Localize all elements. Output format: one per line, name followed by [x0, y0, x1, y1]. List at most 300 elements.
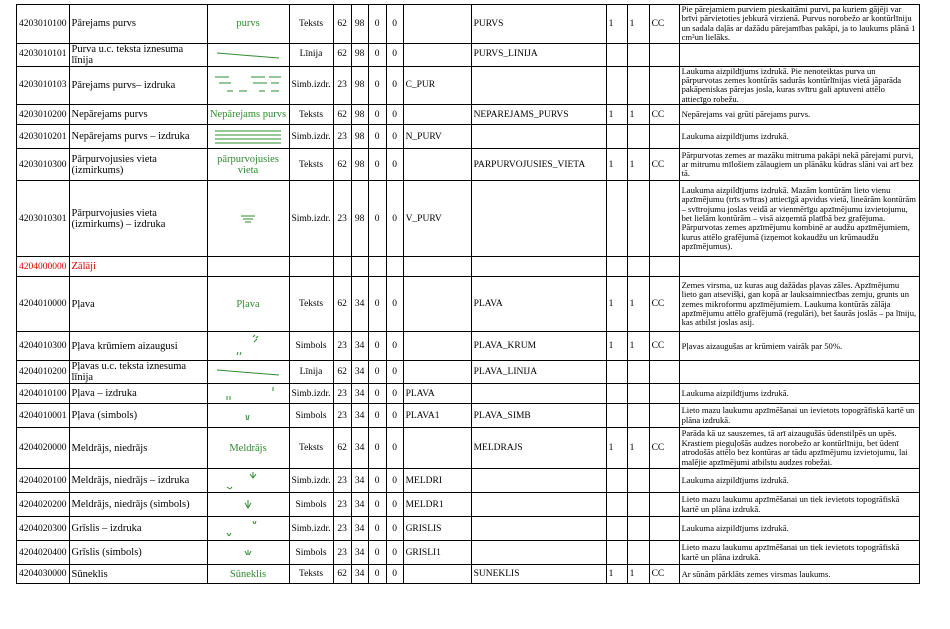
block-name: MELDR1	[403, 493, 471, 517]
param-a: 0	[368, 517, 386, 541]
layer-name: PLAVA_SIMB	[471, 404, 606, 428]
layer-name: NEPAREJAMS_PURVS	[471, 105, 606, 125]
block-name	[403, 565, 471, 584]
meadow-bush-icon	[210, 333, 287, 359]
param-b: 0	[386, 181, 403, 257]
param-b	[386, 257, 403, 277]
layer-name	[471, 384, 606, 404]
table-row	[17, 332, 920, 361]
flag-1: 1	[606, 428, 627, 469]
description: Nepārejams vai grūti pārejams purvs.	[679, 105, 919, 125]
object-name: Pārejams purvs	[69, 5, 207, 44]
layer-name: SUNEKLIS	[471, 565, 606, 584]
color-code: 23	[333, 66, 351, 105]
object-code: 4204020300	[17, 517, 70, 541]
layer-number: 34	[351, 517, 368, 541]
description: Laukuma aizpildījums izdrukā. Mazām kontūrām lieto vienu apzīmējumu (trīs svītras) attiecīgā apvidus vietā, lineārām kontūrām – svītrojumu joslas veidā ar vienmērīgu apzīmējumu izvietojumu, bet lielām kontūrām – visā aizņemtā platībā bez grafējuma. Pārpurvotas zemes apzīmējumu kombinē ar audžu apzīmējumiem, kurus attēlo grafējumā (izņemot kokaudžu un krūmaudžu apzīmējumus).	[679, 181, 919, 257]
description: Ar sūnām pārklāts zemes virsmas laukums.	[679, 565, 919, 584]
param-a: 0	[368, 541, 386, 565]
alignment	[649, 66, 679, 105]
layer-number: 34	[351, 428, 368, 469]
layer-number: 34	[351, 361, 368, 384]
symbol-type: Līnija	[289, 361, 333, 384]
flag-1	[606, 404, 627, 428]
table-row	[17, 565, 920, 584]
flag-2	[627, 384, 649, 404]
flag-1: 1	[606, 565, 627, 584]
table-row	[17, 277, 920, 332]
flag-2	[627, 469, 649, 493]
color-code: 23	[333, 404, 351, 428]
color-code: 23	[333, 181, 351, 257]
reed-fill-icon	[210, 470, 287, 492]
layer-name: PURVS_LINIJA	[471, 43, 606, 66]
symbol-type: Teksts	[289, 277, 333, 332]
symbol-type: Simbols	[289, 404, 333, 428]
object-name: Grīslis (simbols)	[69, 541, 207, 565]
flag-2	[627, 404, 649, 428]
block-name: V_PURV	[403, 181, 471, 257]
description: Lieto mazu laukumu apzīmēšanai un ievietots topogrāfiskā kartē un plāna izdrukā.	[679, 404, 919, 428]
bog-small-icon	[210, 214, 287, 224]
symbol-preview	[207, 105, 289, 125]
param-b: 0	[386, 125, 403, 149]
layer-number: 98	[351, 125, 368, 149]
meadow-tick-icon	[210, 409, 287, 423]
flag-2	[627, 181, 649, 257]
description: Zemes virsma, uz kuras aug dažādas pļavas zāles. Apzīmējumu lieto gan atsevišķi, gan kopā ar lauksaimniecības zemju, grunts un zemes mikroformu apzīmējumiem. Laukuma kontūrās zālāja apzīmējumu attēlo grafējumā (regulāri), bet šaurās joslās – pa līniju, kas atbilst joslas asij.	[679, 277, 919, 332]
param-b: 0	[386, 149, 403, 181]
object-name: Purva u.c. teksta iznesuma līnija	[69, 43, 207, 66]
object-code: 4204010300	[17, 332, 70, 361]
object-name: Sūneklis	[69, 565, 207, 584]
block-name	[403, 5, 471, 44]
param-b: 0	[386, 332, 403, 361]
symbol-preview	[207, 181, 289, 257]
param-b: 0	[386, 565, 403, 584]
alignment	[649, 384, 679, 404]
object-code: 4203010300	[17, 149, 70, 181]
layer-name	[471, 125, 606, 149]
alignment	[649, 125, 679, 149]
object-name: Pārpurvojusies vieta (izmirkums)	[69, 149, 207, 181]
param-b: 0	[386, 404, 403, 428]
block-name: PLAVA1	[403, 404, 471, 428]
layer-name	[471, 66, 606, 105]
flag-1	[606, 384, 627, 404]
flag-1: 1	[606, 105, 627, 125]
alignment: CC	[649, 149, 679, 181]
symbol-type: Teksts	[289, 565, 333, 584]
object-name: Pārejams purvs– izdruka	[69, 66, 207, 105]
alignment	[649, 257, 679, 277]
object-code: 4203010103	[17, 66, 70, 105]
symbol-label: pārpurvojusies vieta	[217, 153, 279, 176]
flag-1	[606, 125, 627, 149]
param-b: 0	[386, 105, 403, 125]
flag-1	[606, 43, 627, 66]
symbol-type: Teksts	[289, 428, 333, 469]
flag-1	[606, 361, 627, 384]
object-code: 4204020200	[17, 493, 70, 517]
bog-solid-icon	[210, 127, 287, 147]
param-a: 0	[368, 493, 386, 517]
alignment	[649, 493, 679, 517]
layer-name	[471, 257, 606, 277]
symbol-preview	[207, 428, 289, 469]
symbol-type: Simb.izdr.	[289, 125, 333, 149]
layer-number: 34	[351, 541, 368, 565]
symbol-type: Teksts	[289, 5, 333, 44]
symbol-preview	[207, 5, 289, 44]
leader-line-icon	[210, 50, 287, 60]
description: Pie pārejamiem purviem pieskaitāmi purvi, pa kuriem gājēji var brīvi pārvietoties jebkurā virzienā. Purvus norobežo ar kontūrlīniju un sadala daļās ar dažādu pārejamības pakāpi, ja to laukums plānā 1 cm²un lielāks.	[679, 5, 919, 44]
description: Lieto mazu laukumu apzīmēšanai un tiek ievietots topogrāfiskā kartē un plāna izdrukā.	[679, 541, 919, 565]
color-code: 23	[333, 384, 351, 404]
flag-2: 1	[627, 277, 649, 332]
sedge-fill-icon	[210, 518, 287, 540]
param-a: 0	[368, 5, 386, 44]
alignment	[649, 181, 679, 257]
param-b: 0	[386, 428, 403, 469]
param-b: 0	[386, 469, 403, 493]
param-b: 0	[386, 541, 403, 565]
table-row	[17, 149, 920, 181]
alignment: CC	[649, 565, 679, 584]
meadow-fill-icon	[210, 385, 287, 403]
table-row	[17, 469, 920, 493]
object-name: Pļava – izdruka	[69, 384, 207, 404]
alignment	[649, 469, 679, 493]
table-row	[17, 517, 920, 541]
layer-number: 98	[351, 66, 368, 105]
layer-name: PARPURVOJUSIES_VIETA	[471, 149, 606, 181]
block-name	[403, 149, 471, 181]
color-code: 62	[333, 105, 351, 125]
symbol-type: Simb.izdr.	[289, 181, 333, 257]
color-code: 23	[333, 493, 351, 517]
symbol-preview	[207, 257, 289, 277]
table-row	[17, 404, 920, 428]
layer-name	[471, 469, 606, 493]
symbol-type: Simb.izdr.	[289, 384, 333, 404]
block-name: PLAVA	[403, 384, 471, 404]
layer-number	[351, 257, 368, 277]
layer-number: 98	[351, 105, 368, 125]
block-name	[403, 277, 471, 332]
layer-number: 34	[351, 332, 368, 361]
alignment	[649, 361, 679, 384]
color-code: 62	[333, 428, 351, 469]
layer-name: PLAVA_LINIJA	[471, 361, 606, 384]
flag-2: 1	[627, 428, 649, 469]
flag-1	[606, 469, 627, 493]
block-name: MELDRI	[403, 469, 471, 493]
symbol-type: Simbols	[289, 332, 333, 361]
description: Laukuma aizpildījums izdrukā.	[679, 469, 919, 493]
object-name: Pļava	[69, 277, 207, 332]
symbol-preview	[207, 125, 289, 149]
object-code: 4204010000	[17, 277, 70, 332]
flag-1: 1	[606, 149, 627, 181]
description: Laukuma aizpildījums izdrukā. Pie nenoteiktas purva un pārpurvotas zemes kontūrās sadurās kontūrlīnijas vietā jāparāda pakāpeniskas pārejas josla, kuras svītru gali aptuveni attēlo attiecīgo robežu.	[679, 66, 919, 105]
table-row	[17, 181, 920, 257]
color-code: 62	[333, 361, 351, 384]
object-code: 4204000000	[17, 257, 70, 277]
layer-number: 98	[351, 43, 368, 66]
alignment	[649, 541, 679, 565]
flag-2	[627, 43, 649, 66]
alignment: CC	[649, 105, 679, 125]
param-a: 0	[368, 428, 386, 469]
param-a: 0	[368, 404, 386, 428]
object-code: 4203010201	[17, 125, 70, 149]
param-b: 0	[386, 361, 403, 384]
block-name	[403, 43, 471, 66]
table-row	[17, 43, 920, 66]
object-name: Nepārejams purvs	[69, 105, 207, 125]
param-b: 0	[386, 5, 403, 44]
layer-name	[471, 181, 606, 257]
layer-number: 98	[351, 181, 368, 257]
object-code: 4204010100	[17, 384, 70, 404]
block-name	[403, 257, 471, 277]
table-row	[17, 541, 920, 565]
alignment: CC	[649, 277, 679, 332]
param-a: 0	[368, 105, 386, 125]
description	[679, 361, 919, 384]
description	[679, 257, 919, 277]
block-name	[403, 428, 471, 469]
object-code: 4204020400	[17, 541, 70, 565]
param-a: 0	[368, 125, 386, 149]
layer-number: 34	[351, 469, 368, 493]
flag-1	[606, 257, 627, 277]
symbol-preview	[207, 404, 289, 428]
flag-2: 1	[627, 149, 649, 181]
symbol-label: Sūneklis	[229, 568, 267, 580]
description: Lieto mazu laukumu apzīmēšanai un tiek ievietots topogrāfiskā kartē un plāna izdrukā.	[679, 493, 919, 517]
symbol-preview	[207, 541, 289, 565]
layer-name	[471, 517, 606, 541]
description: Pārpurvotas zemes ar mazāku mitruma pakāpi nekā pārejami purvi, ar mitrumu mīlošiem zālaugiem un plānāku kūdras slāni vai arī bez tā.	[679, 149, 919, 181]
block-name: N_PURV	[403, 125, 471, 149]
param-b: 0	[386, 277, 403, 332]
object-code: 4204030000	[17, 565, 70, 584]
description: Parāda kā uz sauszemes, tā arī aizaugušās ūdenstilpēs un upēs. Krastiem pieguļošās audzes norobežo ar kontūrlīniju, bet ūdenī atrodošās attēlo bez kontūras ar tādu apzīmējumu izvietojumu, lai malējie apzīmējumi atbilstu audzes robežai.	[679, 428, 919, 469]
table-row	[17, 105, 920, 125]
object-name: Pļava krūmiem aizaugusi	[69, 332, 207, 361]
description: Laukuma aizpildījums izdrukā.	[679, 517, 919, 541]
color-code: 23	[333, 469, 351, 493]
symbol-preview	[207, 332, 289, 361]
flag-1: 1	[606, 5, 627, 44]
param-a: 0	[368, 469, 386, 493]
description: Laukuma aizpildījums izdrukā.	[679, 384, 919, 404]
symbol-preview	[207, 565, 289, 584]
flag-2: 1	[627, 332, 649, 361]
layer-number: 98	[351, 149, 368, 181]
color-code	[333, 257, 351, 277]
symbol-type: Simb.izdr.	[289, 517, 333, 541]
flag-1	[606, 66, 627, 105]
object-name: Nepārejams purvs – izdruka	[69, 125, 207, 149]
layer-number: 34	[351, 404, 368, 428]
layer-name: MELDRAJS	[471, 428, 606, 469]
layer-name: PLAVA_KRUM	[471, 332, 606, 361]
table-row	[17, 428, 920, 469]
param-a: 0	[368, 565, 386, 584]
object-name: Zālāji	[69, 257, 207, 277]
symbol-preview	[207, 469, 289, 493]
color-code: 23	[333, 541, 351, 565]
description: Pļavas aizaugušas ar krūmiem vairāk par 50%.	[679, 332, 919, 361]
object-name: Pārpurvojusies vieta (izmirkums) – izdruka	[69, 181, 207, 257]
param-a	[368, 257, 386, 277]
symbol-type: Simbols	[289, 493, 333, 517]
object-code: 4203010301	[17, 181, 70, 257]
color-code: 62	[333, 149, 351, 181]
flag-2	[627, 66, 649, 105]
object-code: 4203010200	[17, 105, 70, 125]
block-name: C_PUR	[403, 66, 471, 105]
alignment	[649, 43, 679, 66]
symbol-preview	[207, 361, 289, 384]
block-name	[403, 361, 471, 384]
symbol-type: Teksts	[289, 105, 333, 125]
flag-1	[606, 181, 627, 257]
param-a: 0	[368, 149, 386, 181]
description	[679, 43, 919, 66]
flag-2: 1	[627, 105, 649, 125]
symbol-type	[289, 257, 333, 277]
flag-1	[606, 493, 627, 517]
symbol-preview	[207, 43, 289, 66]
alignment: CC	[649, 332, 679, 361]
color-code: 62	[333, 43, 351, 66]
flag-2	[627, 493, 649, 517]
symbol-preview	[207, 66, 289, 105]
block-name	[403, 332, 471, 361]
color-code: 62	[333, 565, 351, 584]
object-name: Grīslis – izdruka	[69, 517, 207, 541]
flag-2	[627, 257, 649, 277]
object-code: 4204020000	[17, 428, 70, 469]
table-row	[17, 361, 920, 384]
object-name: Meldrājs, niedrājs – izdruka	[69, 469, 207, 493]
leader-line-icon	[210, 367, 287, 377]
flag-2	[627, 541, 649, 565]
bog-dashes-icon	[210, 73, 287, 97]
layer-number: 34	[351, 277, 368, 332]
object-name: Pļava (simbols)	[69, 404, 207, 428]
layer-number: 34	[351, 493, 368, 517]
object-code: 4204010001	[17, 404, 70, 428]
layer-name: PLAVA	[471, 277, 606, 332]
param-a: 0	[368, 181, 386, 257]
flag-2	[627, 517, 649, 541]
table-row	[17, 384, 920, 404]
param-a: 0	[368, 43, 386, 66]
symbol-catalog-table	[16, 4, 920, 584]
symbol-preview	[207, 277, 289, 332]
param-b: 0	[386, 66, 403, 105]
flag-1	[606, 541, 627, 565]
symbol-label: purvs	[236, 18, 260, 30]
block-name	[403, 105, 471, 125]
alignment	[649, 404, 679, 428]
color-code: 23	[333, 125, 351, 149]
symbol-type: Teksts	[289, 149, 333, 181]
table-row	[17, 5, 920, 44]
flag-2: 1	[627, 5, 649, 44]
block-name: GRISLI1	[403, 541, 471, 565]
object-name: Pļavas u.c. teksta iznesuma līnija	[69, 361, 207, 384]
layer-name	[471, 541, 606, 565]
object-code: 4203010101	[17, 43, 70, 66]
table-row	[17, 66, 920, 105]
param-b: 0	[386, 43, 403, 66]
flag-1	[606, 517, 627, 541]
symbol-preview	[207, 149, 289, 181]
symbol-preview	[207, 517, 289, 541]
table-row	[17, 125, 920, 149]
layer-number: 34	[351, 384, 368, 404]
param-b: 0	[386, 517, 403, 541]
param-a: 0	[368, 361, 386, 384]
layer-name: PURVS	[471, 5, 606, 44]
flag-1: 1	[606, 332, 627, 361]
object-code: 4204020100	[17, 469, 70, 493]
object-code: 4203010100	[17, 5, 70, 44]
description: Laukuma aizpildījums izdrukā.	[679, 125, 919, 149]
param-a: 0	[368, 66, 386, 105]
param-b: 0	[386, 384, 403, 404]
alignment: CC	[649, 5, 679, 44]
color-code: 62	[333, 277, 351, 332]
table-row	[17, 257, 920, 277]
color-code: 23	[333, 332, 351, 361]
sedge-symbol-icon	[210, 546, 287, 560]
symbol-label: Meldrājs	[229, 442, 267, 454]
color-code: 23	[333, 517, 351, 541]
symbol-preview	[207, 493, 289, 517]
alignment: CC	[649, 428, 679, 469]
reed-symbol-icon	[210, 496, 287, 514]
object-code: 4204010200	[17, 361, 70, 384]
symbol-preview	[207, 384, 289, 404]
flag-1: 1	[606, 277, 627, 332]
symbol-label: Nepārejams purvs	[209, 109, 287, 121]
param-a: 0	[368, 332, 386, 361]
flag-2: 1	[627, 565, 649, 584]
block-name: GRISLIS	[403, 517, 471, 541]
param-b: 0	[386, 493, 403, 517]
alignment	[649, 517, 679, 541]
symbol-type: Simbols	[289, 541, 333, 565]
table-row	[17, 493, 920, 517]
layer-name	[471, 493, 606, 517]
object-name: Meldrājs, niedrājs	[69, 428, 207, 469]
symbol-type: Simb.izdr.	[289, 66, 333, 105]
color-code: 62	[333, 5, 351, 44]
flag-2	[627, 125, 649, 149]
symbol-type: Simb.izdr.	[289, 469, 333, 493]
param-a: 0	[368, 277, 386, 332]
layer-number: 34	[351, 565, 368, 584]
layer-number: 98	[351, 5, 368, 44]
flag-2	[627, 361, 649, 384]
